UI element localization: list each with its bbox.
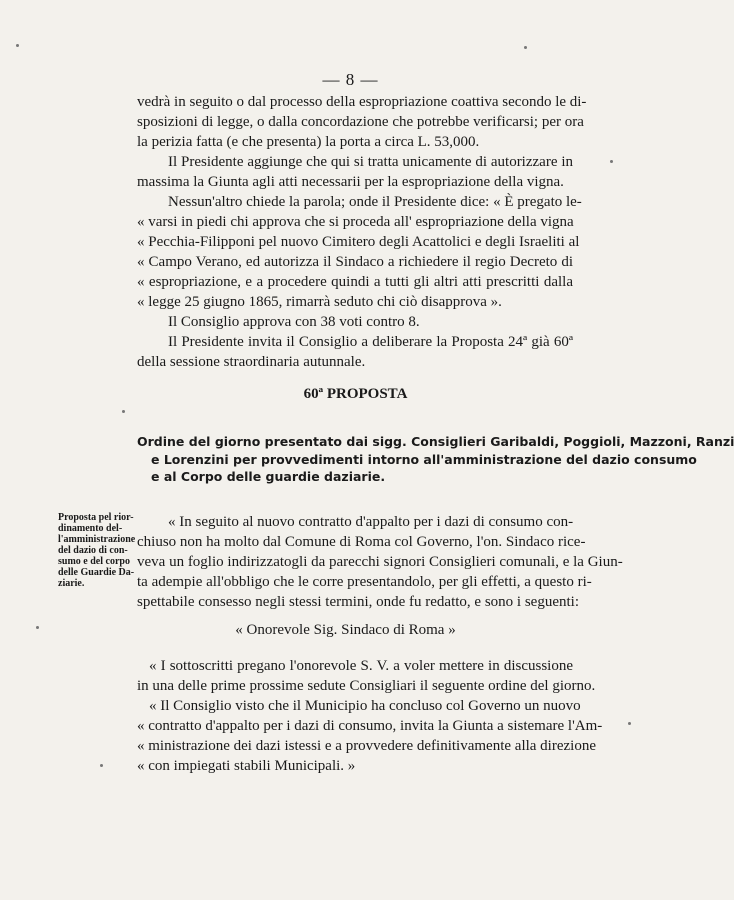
text-line: « Campo Verano, ed autorizza il Sindaco a richiedere il regio Decreto di — [137, 254, 573, 270]
margin-note-line: dinamento del- — [58, 523, 123, 534]
text-line: « Pecchia-Filipponi pel nuovo Cimitero degli Acattolici e degli Israeliti al — [137, 234, 580, 250]
paragraph-contract — [137, 512, 623, 612]
text-line: spettabile consesso negli stessi termini, onde fu redatto, e sono i seguenti: — [137, 594, 579, 610]
salutation: « Onorevole Sig. Sindaco di Roma » — [235, 622, 456, 638]
text-line: in una delle prime prossime sedute Consigliari il seguente ordine del giorno. — [137, 678, 596, 694]
paper-speck — [16, 44, 19, 47]
text-line: della sessione straordinaria autunnale. — [137, 354, 366, 370]
text-line: la perizia fatta (e che presenta) la porta a circa L. 53,000. — [137, 134, 480, 150]
proposal-heading: 60ª PROPOSTA — [303, 386, 408, 402]
text-line: « espropriazione, e a procedere quindi a tutti gli altri atti prescritti dalla — [137, 274, 573, 290]
margin-note-line: Proposta pel rior- — [58, 512, 134, 523]
text-line: Il Consiglio approva con 38 voti contro 8. — [168, 314, 420, 330]
text-line: Ordine del giorno presentato dai sigg. Consiglieri Garibaldi, Poggioli, Mazzoni, Ranzi — [137, 434, 734, 449]
paper-speck — [524, 46, 527, 49]
text-line: « con impiegati stabili Municipali. » — [137, 758, 356, 774]
text-line: « varsi in piedi chi approva che si proceda all' espropriazione della vigna — [137, 214, 574, 230]
margin-note-line: delle Guardie Da- — [58, 567, 135, 578]
order-of-day — [137, 433, 734, 486]
text-line: ta adempie all'obbligo che le corre presentandolo, per gli effetti, a questo ri- — [137, 574, 592, 590]
text-line: e al Corpo delle guardie daziarie. — [151, 469, 386, 484]
text-line: « In seguito al nuovo contratto d'appalto per i dazi di consumo con- — [168, 514, 574, 530]
text-line: Nessun'altro chiede la parola; onde il Presidente dice: « È pregato le- — [168, 194, 582, 210]
margin-note-line: del dazio di con- — [58, 545, 128, 556]
paper-speck — [36, 626, 39, 629]
paper-speck — [122, 410, 125, 413]
paper-speck — [100, 764, 103, 767]
text-line: « ministrazione dei dazi istessi e a provvedere definitivamente alla direzione — [137, 738, 596, 754]
paper-speck — [610, 160, 613, 163]
margin-note-line: l'amministrazione — [58, 534, 136, 545]
margin-note-line: sumo e del corpo — [58, 556, 130, 567]
text-line: « Il Consiglio visto che il Municipio ha concluso col Governo un nuovo — [149, 698, 581, 714]
text-line: « contratto d'appalto per i dazi di consumo, invita la Giunta a sistemare l'Am- — [137, 718, 603, 734]
text-line: sposizioni di legge, o dalla concordazione che potrebbe verificarsi; per ora — [137, 114, 584, 130]
text-line: Il Presidente invita il Consiglio a deliberare la Proposta 24ª già 60ª — [168, 334, 573, 350]
text-line: veva un foglio indirizzatogli da parecchi signori Consiglieri comunali, e la Giun- — [137, 554, 623, 570]
paragraph-request — [137, 656, 603, 776]
text-line: chiuso non ha molto dal Comune di Roma col Governo, l'on. Sindaco rice- — [137, 534, 586, 550]
page-number: — 8 — — [322, 70, 379, 89]
paper-speck — [628, 722, 631, 725]
text-line: massima la Giunta agli atti necessarii per la espropriazione della vigna. — [137, 174, 564, 190]
margin-note-line: ziarie. — [58, 578, 85, 589]
text-line: e Lorenzini per provvedimenti intorno all'amministrazione del dazio consumo — [151, 451, 697, 467]
text-line: Il Presidente aggiunge che qui si tratta unicamente di autorizzare in — [168, 154, 573, 170]
margin-note — [58, 512, 135, 589]
text-line: « I sottoscritti pregano l'onorevole S. V. a voler mettere in discussione — [149, 658, 573, 674]
text-line: « legge 25 giugno 1865, rimarrà seduto chi ciò disapprova ». — [137, 294, 502, 310]
text-line: vedrà in seguito o dal processo della espropriazione coattiva secondo le di- — [137, 94, 587, 110]
paragraph-expropriation — [137, 92, 587, 372]
